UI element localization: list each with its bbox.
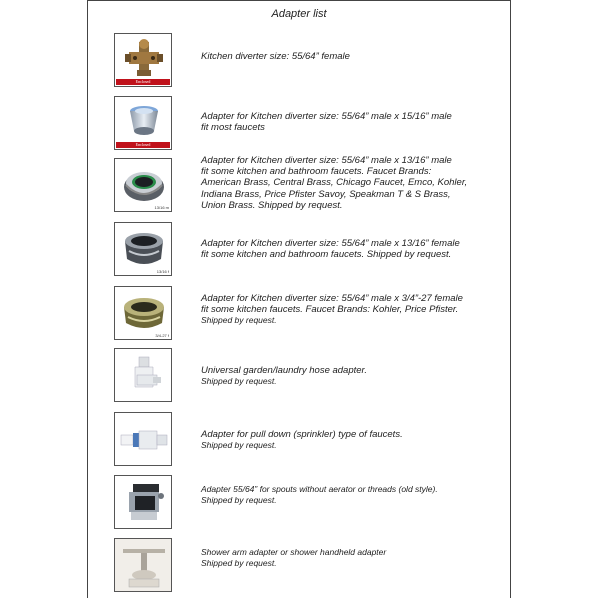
size-code: 13/16 f <box>156 269 169 274</box>
description-line: Adapter for Kitchen diverter size: 55/64” male x 3/4”-27 female <box>201 293 463 304</box>
description-line: Universal garden/laundry hose adapter. <box>201 365 367 376</box>
list-item <box>114 33 504 89</box>
shipping-note: Shipped by request. <box>201 558 277 569</box>
item-description <box>201 238 501 260</box>
list-item <box>114 412 504 468</box>
description-line: Kitchen diverter size: 55/64” female <box>201 51 350 62</box>
item-description <box>201 155 501 211</box>
brass-ring-icon <box>114 286 172 340</box>
shipping-note: Shipped by request. <box>201 440 277 451</box>
item-description <box>201 51 501 62</box>
hose-adapter-icon <box>114 348 172 402</box>
item-description <box>201 484 501 506</box>
item-description <box>201 547 501 569</box>
shower-adapter-icon <box>114 538 172 592</box>
description-line: Indiana Brass, Price Pfister Savoy, Speakman T & S Brass, <box>201 188 451 200</box>
list-item <box>114 475 504 531</box>
chrome-adapter-icon <box>114 96 172 150</box>
item-description <box>201 111 501 133</box>
shipping-note: Shipped by request. <box>201 376 277 387</box>
size-code: 3/4-27 f <box>155 333 169 338</box>
enclosed-badge: Enclosed <box>116 142 170 148</box>
list-item <box>114 96 504 152</box>
page-title: Adapter list <box>271 8 327 20</box>
pulldown-adapter-icon <box>114 412 172 466</box>
clamp-adapter-icon <box>114 475 172 529</box>
shipping-note: Shipped by request. <box>201 315 277 326</box>
description-line: fit most faucets <box>201 122 265 134</box>
diverter-valve-icon <box>114 33 172 87</box>
description-line: Adapter for Kitchen diverter size: 55/64” male x 13/16” female <box>201 238 460 249</box>
description-line: fit some kitchen faucets. Faucet Brands: Kohler, Price Pfister. <box>201 304 459 316</box>
item-description <box>201 429 501 451</box>
list-item <box>114 155 504 214</box>
list-item <box>114 348 504 404</box>
description-line: fit some kitchen and bathroom faucets. Shipped by request. <box>201 249 452 261</box>
description-line: Union Brass. Shipped by request. <box>201 199 343 211</box>
adapter-list-sheet <box>87 0 511 598</box>
description-line: Adapter for Kitchen diverter size: 55/64” male x 13/16” male <box>201 155 452 166</box>
description-line: Shower arm adapter or shower handheld adapter <box>201 547 387 557</box>
description-line: fit some kitchen and bathroom faucets. Faucet Brands: <box>201 166 432 178</box>
size-code: 13/16 m <box>154 205 169 210</box>
item-description <box>201 365 501 387</box>
enclosed-badge: Enclosed <box>116 79 170 85</box>
threaded-ring-icon <box>114 158 172 212</box>
chrome-ring-icon <box>114 222 172 276</box>
list-item <box>114 538 504 594</box>
item-description <box>201 293 501 327</box>
description-line: Adapter 55/64” for spouts without aerator or threads (old style). <box>201 484 438 494</box>
list-item <box>114 222 504 278</box>
list-item <box>114 286 504 342</box>
description-line: Adapter for pull down (sprinkler) type of faucets. <box>201 429 403 440</box>
description-line: American Brass, Central Brass, Chicago Faucet, Emco, Kohler, <box>201 177 468 189</box>
description-line: Adapter for Kitchen diverter size: 55/64” male x 15/16” male <box>201 111 452 122</box>
shipping-note: Shipped by request. <box>201 495 277 506</box>
